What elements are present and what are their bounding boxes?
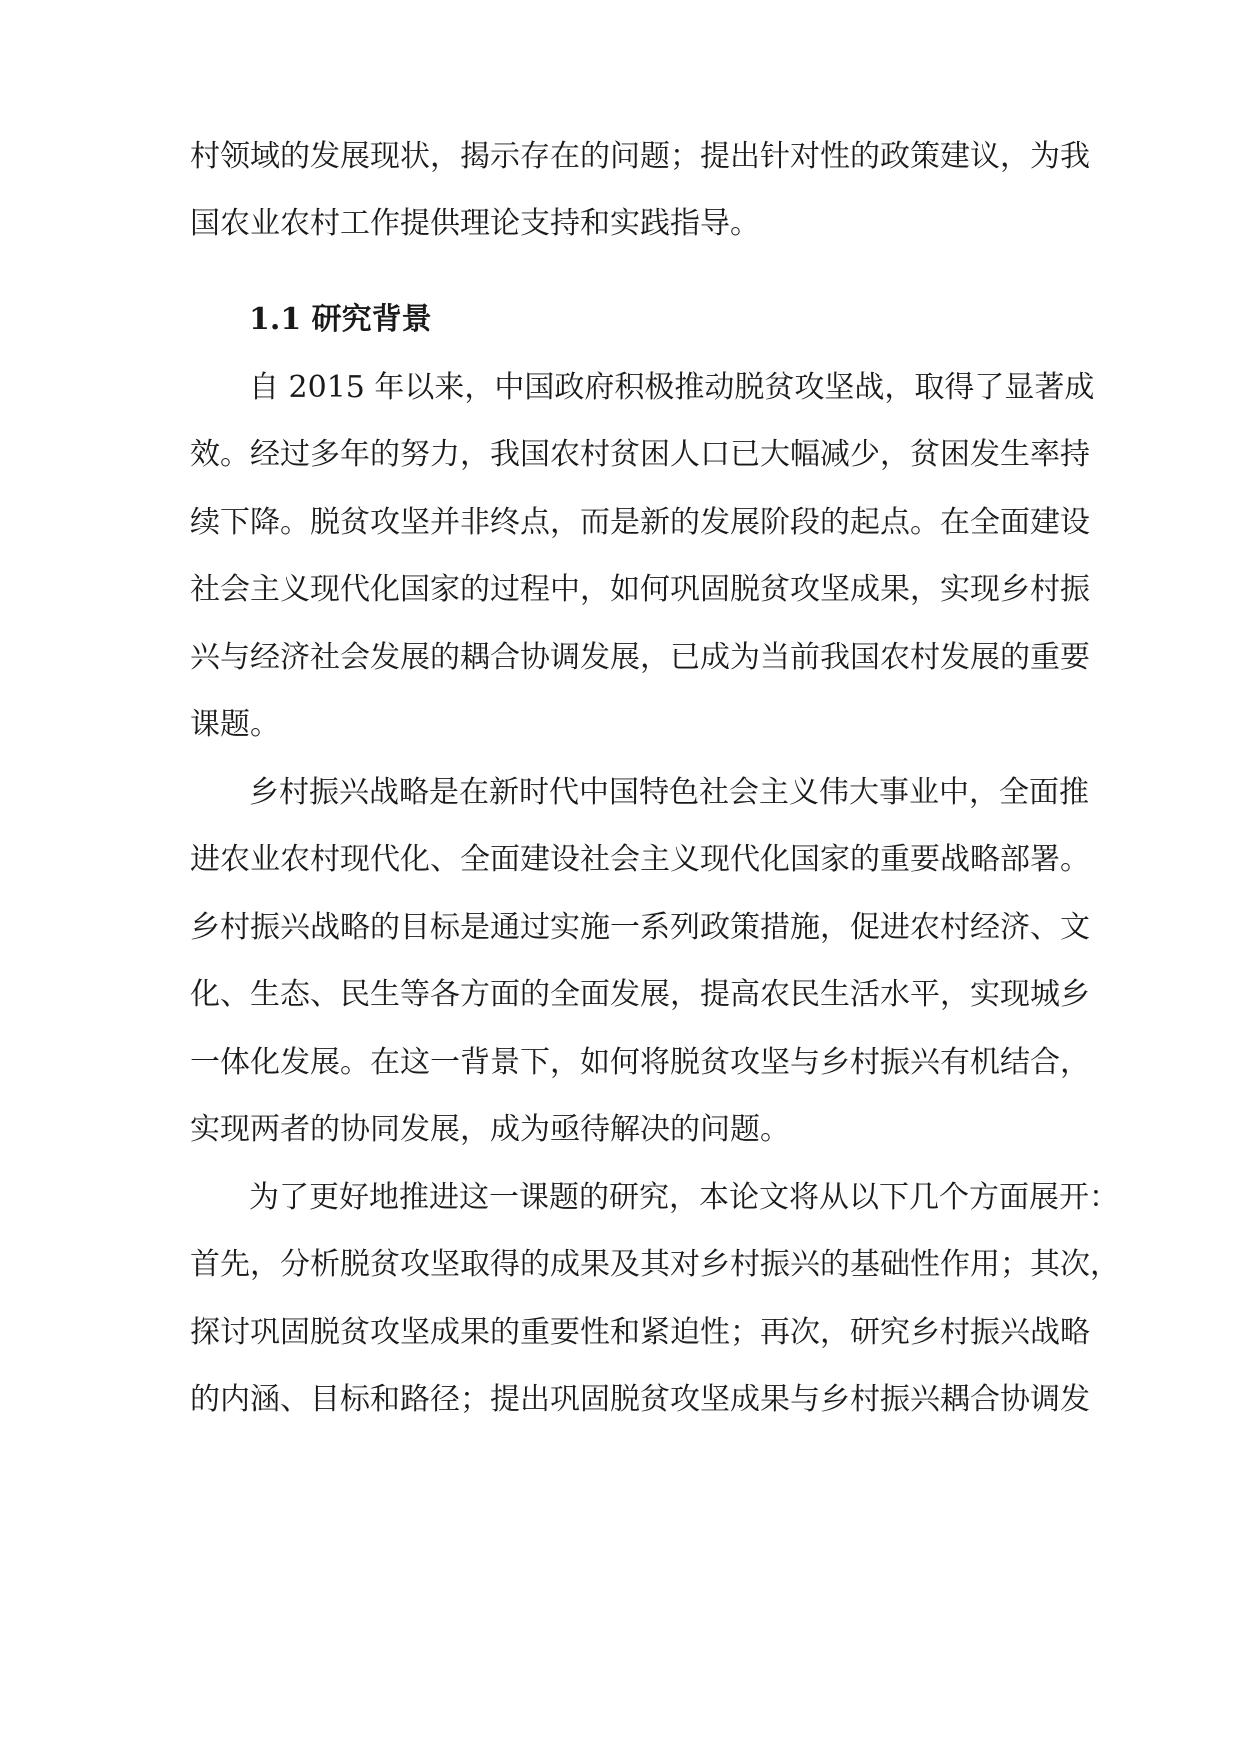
- intro-line-1: 村领域的发展现状，揭示存在的问题；提出针对性的政策建议，为我: [190, 139, 1090, 174]
- intro-line-2: 国农业农村工作提供理论支持和实践指导。: [190, 206, 760, 241]
- paragraph-line: 进农业农村现代化、全面建设社会主义现代化国家的重要战略部署。: [190, 842, 1090, 877]
- paragraph-line: 化、生态、民生等各方面的全面发展，提高农民生活水平，实现城乡: [190, 977, 1090, 1012]
- paragraph-line: 社会主义现代化国家的过程中，如何巩固脱贫攻坚成果，实现乡村振: [190, 572, 1090, 607]
- paragraph-line: 兴与经济社会发展的耦合协调发展，已成为当前我国农村发展的重要: [190, 640, 1090, 675]
- paragraph-line: 一体化发展。在这一背景下，如何将脱贫攻坚与乡村振兴有机结合，: [190, 1045, 1090, 1080]
- paragraph-line: 续下降。脱贫攻坚并非终点，而是新的发展阶段的起点。在全面建设: [190, 505, 1090, 540]
- paragraph-line: 实现两者的协同发展，成为亟待解决的问题。: [190, 1112, 790, 1147]
- paragraph-line: 乡村振兴战略的目标是通过实施一系列政策措施，促进农村经济、文: [190, 910, 1090, 945]
- paragraph-line: 课题。: [190, 707, 280, 742]
- paragraph-line: 首先，分析脱贫攻坚取得的成果及其对乡村振兴的基础性作用；其次，: [190, 1247, 1120, 1282]
- paragraph-line: 自 2015 年以来，中国政府积极推动脱贫攻坚战，取得了显著成: [249, 370, 1095, 405]
- section-heading: 1.1 研究背景: [249, 302, 432, 337]
- paragraph-line: 探讨巩固脱贫攻坚成果的重要性和紧迫性；再次，研究乡村振兴战略: [190, 1315, 1090, 1350]
- paragraph-line: 乡村振兴战略是在新时代中国特色社会主义伟大事业中，全面推: [249, 775, 1089, 810]
- paragraph-line: 为了更好地推进这一课题的研究，本论文将从以下几个方面展开：: [249, 1180, 1119, 1215]
- paragraph-line: 的内涵、目标和路径；提出巩固脱贫攻坚成果与乡村振兴耦合协调发: [190, 1382, 1090, 1417]
- paragraph-line: 效。经过多年的努力，我国农村贫困人口已大幅减少，贫困发生率持: [190, 437, 1090, 472]
